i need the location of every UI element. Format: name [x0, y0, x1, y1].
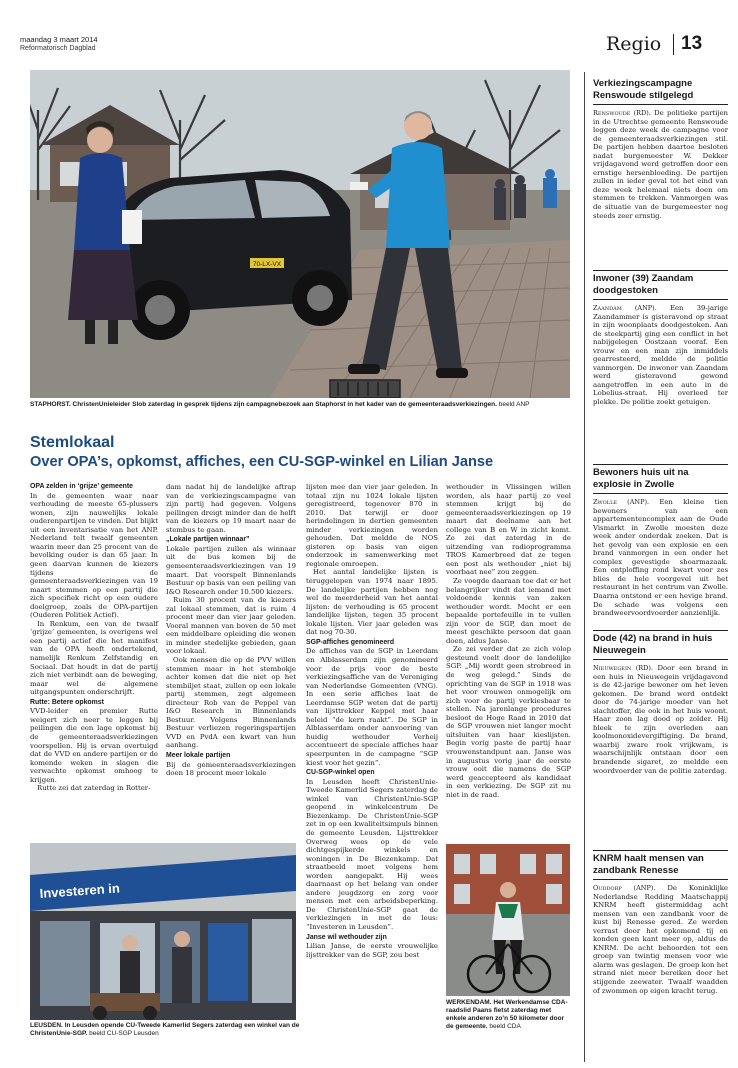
- sidebar-dateline: Nieuwegein (RD).: [593, 664, 653, 672]
- sidebar-dateline: Ouddorp (ANP).: [593, 884, 656, 892]
- werkendam-photo: [446, 844, 570, 996]
- sidebar-article-renswoude: [593, 78, 728, 220]
- headline-rule: [593, 659, 728, 660]
- page-number: 13: [681, 33, 703, 54]
- article-paragraph: De affiches van de SGP in Leerdam en Alblasserdam zijn genomineerd voor de prijs voor de beste verkiezingsaffiche van de Vereniging van Nederlandse Gemeenten (VNG). In een serie affiches laat de Leerdamse SGP weten dat de partij van lijsttrekker Keppel met haar beleid “de kern raakt”. De SGP in Alblasserdam onder aanvoering van huidig wethouder Verheij accentueert de speciale affiches haar speerpunten in de campagne “SGP kiest voor het gezin”.: [306, 647, 438, 767]
- leusden-photo: [30, 843, 296, 1020]
- article-paragraph: wethouder in Vlissingen willen worden, als haar partij zo veel stemmen krijgt bij de gemeenteraadsverkiezingen op 19 maart dat deelname aan het college van B en W in zicht komt. Ze zei dat zaterdag in de uitzending van radioprogramma TROS Kamerbreed dat ze tegen een post als wethouder „niet bij voorbaat nee” zou zeggen.: [446, 483, 571, 577]
- section-name: Regio: [606, 33, 662, 55]
- article-subheading: Rutte: Betere opkomst: [30, 698, 104, 706]
- sidebar-headline: Inwoner (39) Zaandam doodgestoken: [593, 273, 694, 296]
- sidebar-divider: [584, 72, 585, 1062]
- main-photo-caption: [30, 401, 570, 409]
- leusden-caption-credit: beeld CU-SGP Leusden: [89, 1030, 159, 1037]
- article-subheading: Meer lokale partijen: [166, 752, 231, 759]
- article-paragraph: In Leusden heeft ChristenUnie-Tweede Kamerlid Segers zaterdag de winkel van ChristenUnie-SGP geopend in winkelcentrum De Biezenkamp. De ChristenUnie-SGP zet in op een kwaliteitsimpuls binnen de gemeente Leusden. Lijsttrekker Overweg wees op de vele dichtgespijkerde winkels en woningen in De Biezenkamp. Dat straatbeeld moet volgens hem worden aangepakt. Hij wees daarnaast op het belang van onder andere jeugdzorg en zorg voor mensen met een arbeidsbeperking. De ChristenUnie-SGP gaat de verkiezingen in met de leus: “Investeren in Leusden”.: [306, 777, 438, 931]
- article-top-rule: [593, 270, 728, 271]
- sidebar-article-nieuwegein: [593, 630, 728, 775]
- leusden-caption-dateline: LEUSDEN.: [30, 1022, 63, 1029]
- article-paragraph: lijsten mee dan vier jaar geleden. In totaal zijn nu 1024 lokale lijsten geregistreerd, tegenover 870 in 2010. Dat terwijl er door herindelingen in dertien gemeenten minder verkiezingen worden gehouden. Dat meldde de NOS gisteren op basis van eigen onderzoek in samenwerking met regionale omroepen.: [306, 483, 438, 568]
- main-photo: [30, 70, 570, 398]
- headline-rule: [593, 299, 728, 300]
- sidebar-dateline: Zaandam (ANP).: [593, 304, 657, 312]
- article-paragraph: In de gemeenten waar naar verhouding de meeste 65-plussers wonen, zijn nauwelijks lokale ouderenpartijen te vinden. Dat blijkt uit een inventarisatie van het ANP. Nederland telt twaalf gemeenten waarin meer dan 25 procent van de bevolking ouder is dan 65 jaar. In geen daarvan kunnen de kiezers tijdens de gemeenteraadsverkiezingen van 19 maart stemmen op een partij die zich specifiek richt op een oudere doelgroep, zoals de OPA-partijen (Ouderen Politiek Actief).: [30, 491, 158, 620]
- masthead-paper: Reformatorisch Dagblad: [20, 45, 96, 52]
- shop-sign-text: Investeren in: [39, 880, 121, 901]
- sidebar-headline: Verkiezingscampagne Renswoude stilgelegd: [593, 78, 694, 101]
- werkendam-caption-credit: beeld CDA: [489, 1023, 521, 1030]
- article-column-3: [306, 483, 438, 959]
- article-paragraph: Rutte zei dat zaterdag in Rotter-: [37, 784, 151, 793]
- caption-credit: beeld ANP: [498, 401, 530, 408]
- article-top-rule: [593, 630, 728, 631]
- article-subheading: OPA zelden in ‘grijze’ gemeente: [30, 483, 134, 490]
- sidebar-dateline: Renswoude (RD).: [593, 109, 651, 117]
- article-top-rule: [593, 464, 728, 465]
- article-paragraph: Ze zei verder dat ze zich volop gesteund voelt door de landelijke SGP. „Mij wordt geen strobreed in de weg gelegd.” Sinds de oprichting van de SGP in 1918 was het voor vrouwen onmogelijk om zich voor de partij verkiesbaar te stellen. Na jarenlange procedures besloot de Hoge Raad in 2010 dat de SGP vrouwen niet langer mocht uitsluiten van haar kieslijsten. Begin vorig paste de partij haar vrouwenstandpunt aan. Janse was in augustus vorig jaar de eerste vrouw ooit die namens de SGP werd geaccepteerd als kandidaat in een verkiezing. De SGP zit nu niet in de raad.: [446, 645, 571, 799]
- caption-text: ChristenUnieleider Slob zaterdag in gesprek tijdens zijn campagnebezoek aan Staphorst in het kader van de gemeenteraadsverkiezingen.: [72, 401, 497, 408]
- leusden-caption-text: In Leusden opende CU-Tweede Kamerlid Segers zaterdag een winkel van de ChristenUnie-SGP.: [30, 1022, 300, 1037]
- article-paragraph: Ze voegde daaraan toe dat er het belangrijker vindt dat iemand met voldoende kennis van zaken wethouder wordt. Mocht er een bepaalde portefeuille in te vullen zijn voor de SGP, dan moet de meest geschikte persoon dat gaan doen, aldus Janse.: [446, 577, 571, 645]
- sidebar-body: [593, 109, 728, 220]
- article-headline: Over OPA’s, opkomst, affiches, een CU-SGP-winkel en Lilian Janse: [30, 454, 494, 470]
- sidebar-headline: Bewoners huis uit na explosie in Zwolle: [593, 467, 689, 490]
- article-paragraph: VVD-leider en premier Rutte weigert zich neer te leggen bij peilingen die een lage opkomst bij de gemeenteraadsverkiezingen voorspellen. Hij is ervan overtuigd dat de VVD en andere partijen er de komende weken in slagen die verwachte opkomst omhoog te krijgen.: [30, 707, 158, 784]
- article-paragraph: Ruim 30 procent van de kiezers zal lokaal stemmen, dat is ruim 4 procent meer dan vier jaar geleden. Vooral mannen van boven de 50 met een middelbare opleiding die wonen in minder stedelijke gebieden, gaan voor lokaal.: [166, 596, 296, 656]
- article-top-rule: [593, 850, 728, 851]
- headline-rule: [593, 493, 728, 494]
- section-divider: [673, 34, 674, 55]
- article-subheading: SGP-affiches genomineerd: [306, 638, 395, 646]
- sidebar-text: De politieke partijen in de Utrechtse gemeente Renswoude leggen deze week de campagne voor de gemeenteraadsverkiezingen stil. De partijen hebben daartoe besloten nadat burgemeester W. Dekker vrijdagavond werd getroffen door een ernstige hersenbloeding. De partijen zullen in ieder geval tot het eind van deze week helemaal niets doen om stemmen te trekken. Vanmorgen was de situatie van de burgemeester nog steeds zeer ernstig.: [593, 109, 728, 220]
- sidebar-article-zaandam: [593, 270, 728, 407]
- headline-rule: [593, 104, 728, 105]
- sidebar-text: Door een brand in een huis in Nieuwegein vrijdagavond is de 42-jarige bewoner om het leven gekomen. De brand werd ontdekt door de 74-jarige moeder van het slachtoffer, die ook in het huis woont. Haar zoon lag dood op zolder. Hij bleek te zijn overleden aan koolmonoxidevergiftiging. De brand, waarbij zware rook vrijkwam, is waarschijnlijk ontstaan door een brandende sigaret, zo meldde een woordvoerder van de politie zaterdag.: [593, 664, 728, 775]
- sidebar-text: Een 39-jarige Zaandammer is gisteravond op straat in zijn woonplaats doodgestoken. Aan de steekpartij ging een conflict in het nabijgelegen Oostzaan vooraf. Een vrouw en een man zijn inmiddels gearresteerd, meldde de politie vanmorgen. De inwoner van Zaandam werd gisteravond gewond aangetroffen in een auto in de Lobelius-straat. Hij overleed ter plekke. De politie zoekt getuigen.: [593, 304, 728, 407]
- article-column-4: [446, 483, 571, 799]
- article-column-2: [166, 483, 296, 778]
- article-paragraph: dam nadat hij de landelijke aftrap van de verkiezingscampagne van zijn partij had gegeven. Volgens peilingen dreigt minder dan de helft van de kiezers op 19 maart naar de stembus te gaan.: [166, 483, 296, 534]
- sidebar-article-zwolle: [593, 464, 728, 618]
- article-subheading: „Lokale partijen winnaar”: [166, 536, 250, 544]
- article-paragraph: Ook mensen die op de PVV willen stemmen maar in het stembokje achter komen dat die niet op het stembiljet staat, zullen op een lokale partij stemmen, zegt algemeen directeur Rob van de Peppel van I&O Research in Binnenlands Bestuur. Volgens Binnenlands Bestuur verliezen regeringspartijen VVD en PvdA een kwart van hun aanhang.: [166, 655, 296, 750]
- werkendam-caption: [446, 999, 571, 1031]
- masthead-date: maandag 3 maart 2014: [20, 35, 98, 44]
- caption-dateline: STAPHORST.: [30, 401, 71, 408]
- license-plate: 70-LX-VX: [252, 261, 282, 268]
- sidebar-body: [593, 498, 728, 618]
- article-paragraph: Lilian Janse, de eerste vrouwelijke lijsttrekker van de SGP, zou best: [306, 942, 438, 959]
- sidebar-body: [593, 304, 728, 407]
- sidebar-body: [593, 664, 728, 775]
- headline-rule: [593, 879, 728, 880]
- leusden-caption: [30, 1022, 300, 1038]
- article-paragraph: Lokale partijen zullen als winnaar uit de bus komen bij de gemeenteraadsverkiezingen van 19 maart. Dat voorspelt Binnenlands Bestuur op basis van een peiling van I&O Research onder 10.500 kiezers.: [166, 544, 296, 596]
- sidebar-headline: Dode (42) na brand in huis Nieuwegein: [593, 633, 713, 656]
- sidebar-body: [593, 884, 728, 995]
- sidebar-text: Een kleine tien bewoners van een appartementencomplex aan de Oude Vismarkt in Zwolle moesten deze week ander onderdak zoeken. Dat is het gevolg van een explosie en een brand vanmorgen in een onder het complex gevestigde shoarmazaak. Een ontploffing rond kwart voor zes blies de hele voorgevel uit het restaurant in het centrum van Zwolle. Daarna ontstond er een hevige brand. De schade was volgens een brandweervoordvoerder aanzienlijk.: [593, 498, 728, 618]
- sidebar-text: De Koninklijke Nederlandse Redding Maatschappij KNRM heeft gistermiddag acht mensen van een zandbank voor de kust bij Renesse gered. Ze werden verrast door het opkomend tij en konden geen kant meer op, aldus de KNRM. De acht behoorden tot een groep van twintig mensen voor wie alarm was geslagen. De groep kon het strand niet meer bereiken door het stijgende zeewater. Twaalf waadden of zwommen op eigen kracht terug.: [593, 884, 728, 995]
- article-kicker: Stemlokaal: [30, 434, 115, 451]
- article-paragraph: Bij de gemeenteraadsverkiezingen doen 18 procent meer lokale: [166, 760, 296, 778]
- sidebar-headline: KNRM haalt mensen van zandbank Renesse: [593, 853, 704, 876]
- sidebar-article-knrm: [593, 850, 728, 995]
- article-paragraph: In Renkum, een van de twaalf ‘grijze’ gemeenten, is overigens wel een partij actief die het manifest van de OPA heeft ondertekend, namelijk Renkum Zelfstandig en Sociaal. Dat houdt in dat de partij zich niet verbindt aan de beweging, maar wel de algemene uitgangspunten onderschrijft.: [30, 619, 158, 697]
- werkendam-caption-dateline: WERKENDAM.: [446, 999, 492, 1006]
- article-column-1: [30, 483, 158, 793]
- sidebar-dateline: Zwolle (ANP).: [593, 498, 650, 506]
- article-subheading: Janse wil wethouder zijn: [306, 933, 387, 941]
- werkendam-caption-text: Het Werkendamse CDA-raadslid Paans fietst zaterdag met enkele anderen zo’n 50 kilometer door de gemeente.: [446, 999, 568, 1030]
- article-paragraph: Het aantal landelijke lijsten is teruggelopen van 1974 naar 1895. De landelijke partijen hebben nog wel de meerderheid van het aantal lijsten: de verhouding is 65 procent landelijke lijsten, tegen 35 procent lokale lijsten. Vier jaar geleden was dat nog 70-30.: [306, 568, 438, 637]
- article-subheading: CU-SGP-winkel open: [306, 769, 375, 777]
